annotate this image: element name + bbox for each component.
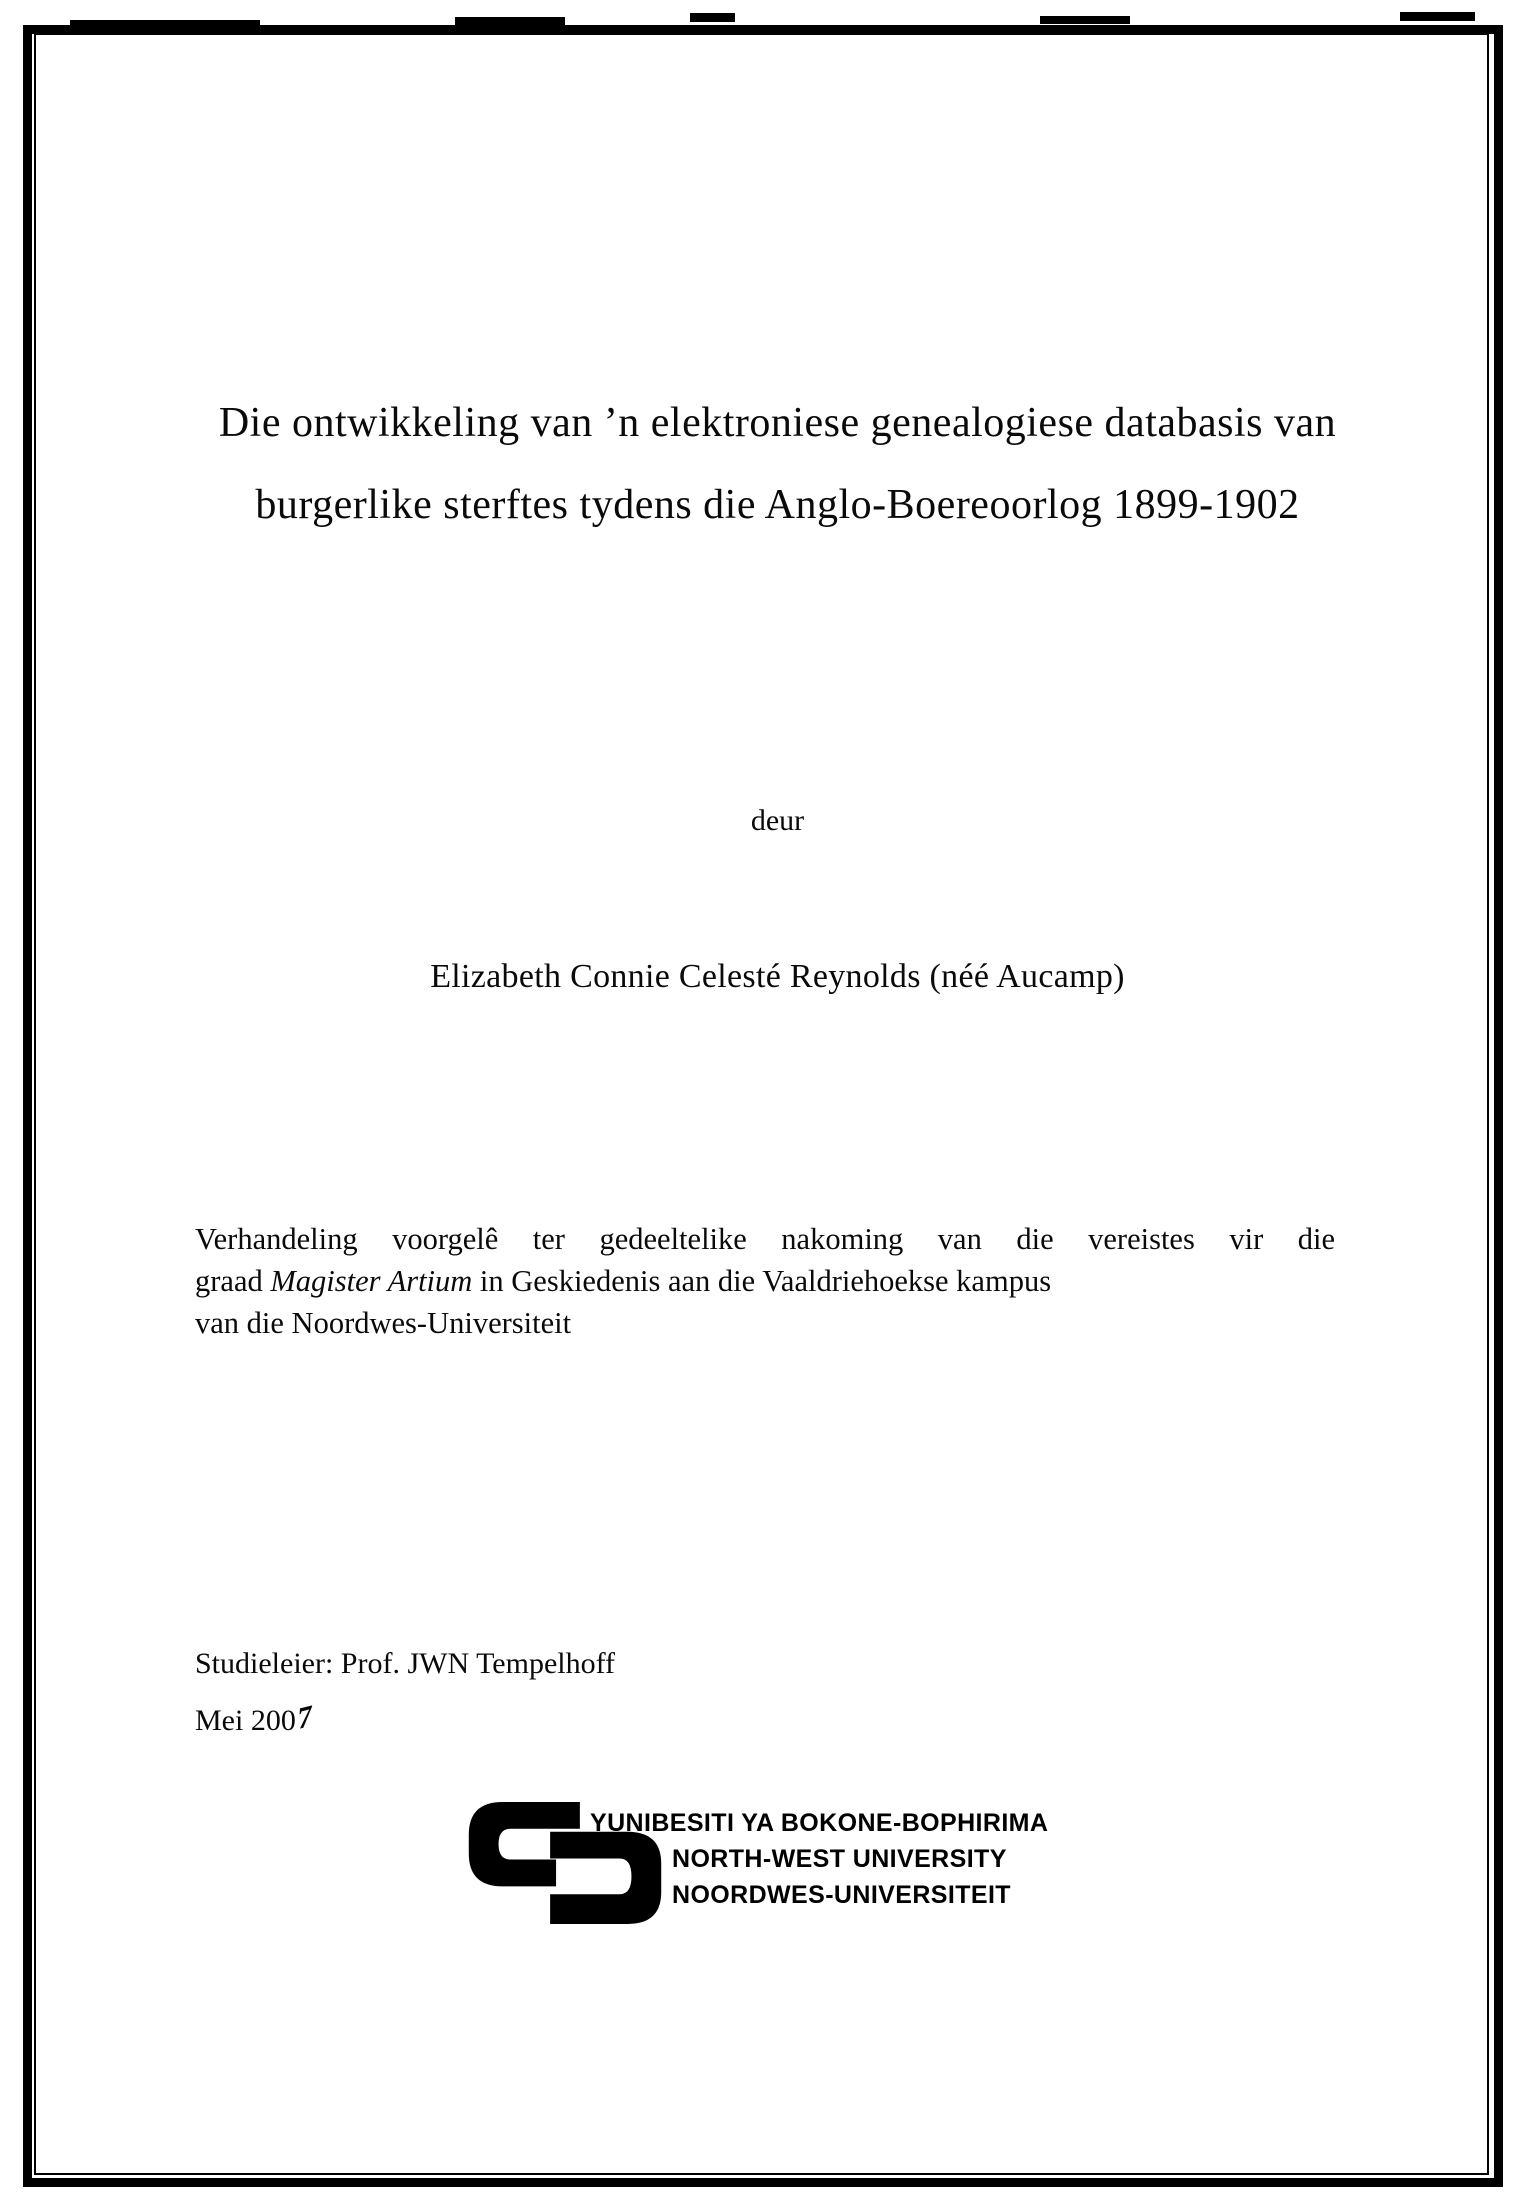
scan-artifact	[1040, 16, 1130, 24]
author-name: Elizabeth Connie Celesté Reynolds (néé Aucamp)	[430, 958, 1125, 995]
date-prefix: Mei 200	[195, 1704, 296, 1737]
degree-statement-line2	[195, 1260, 1335, 1302]
university-name-afrikaans: NOORDWES-UNIVERSITEIT	[672, 1881, 1011, 1909]
degree-statement-line3: van die Noordwes-Universiteit	[195, 1306, 572, 1340]
degree-statement-line1: Verhandeling voorgelê ter gedeeltelike nakoming van die vereistes vir die	[195, 1222, 1335, 1256]
thesis-title-line2: burgerlike sterftes tydens die Anglo-Boereoorlog 1899-1902	[255, 482, 1300, 528]
scan-artifact	[1400, 12, 1475, 21]
date-line	[195, 1692, 615, 1749]
scan-artifact	[690, 13, 735, 22]
date-last-digit: 7	[296, 1698, 314, 1737]
supervisor-block	[195, 1635, 615, 1749]
degree-statement-line2-pre: graad	[195, 1264, 271, 1298]
supervisor-line: Studieleier: Prof. JWN Tempelhoff	[195, 1647, 616, 1680]
university-name-english: NORTH-WEST UNIVERSITY	[672, 1845, 1007, 1873]
degree-statement	[195, 1218, 1335, 1344]
thesis-title	[185, 382, 1370, 546]
university-name-setswana: YUNIBESITI YA BOKONE-BOPHIRIMA	[590, 1809, 1049, 1837]
thesis-title-line1: Die ontwikkeling van ’n elektroniese genealogiese databasis van	[218, 400, 1337, 446]
degree-statement-line2-post: in Geskiedenis aan die Vaaldriehoekse kampus	[472, 1264, 1052, 1298]
degree-name: Magister Artium	[270, 1264, 473, 1298]
byline: deur	[750, 804, 805, 837]
university-wordmark	[590, 1805, 1048, 1913]
